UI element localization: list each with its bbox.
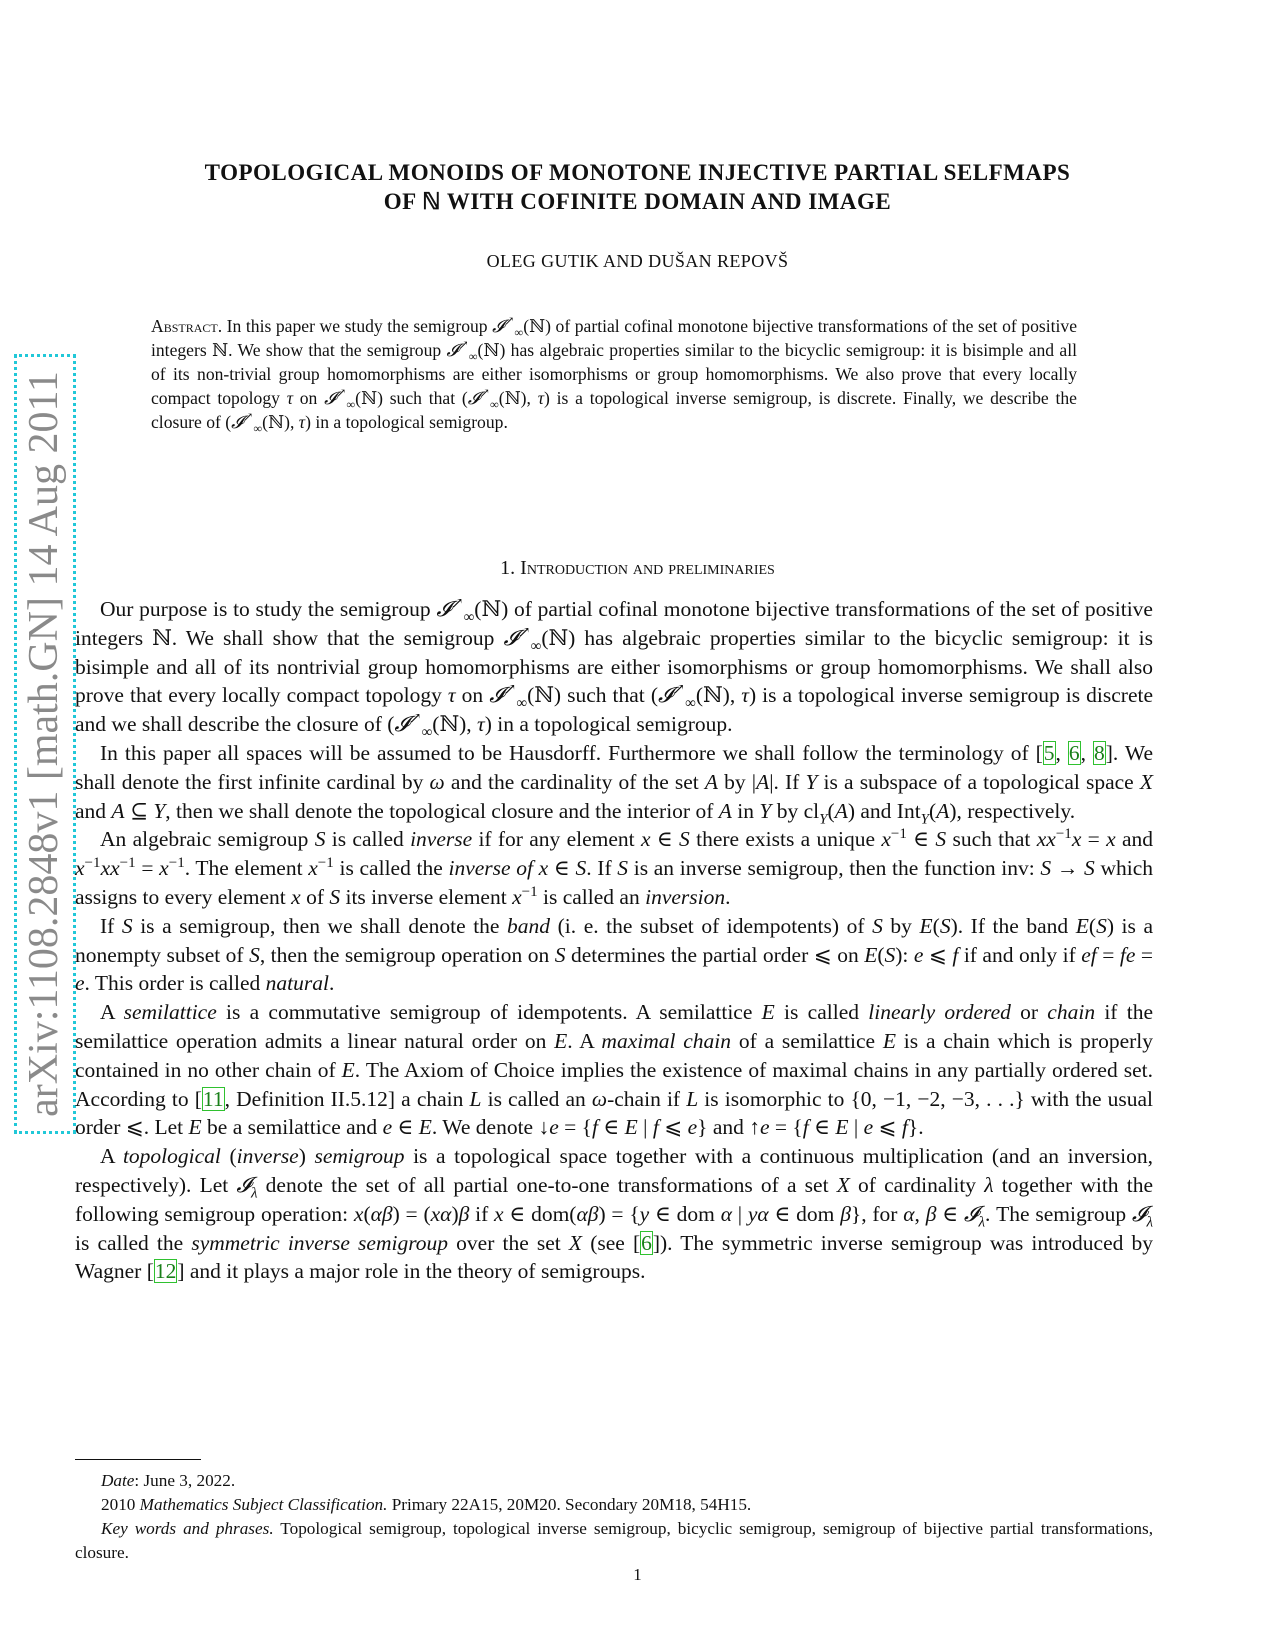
msc-label: Mathematics Subject Classification. (139, 1495, 388, 1514)
footnote-date (75, 1469, 1153, 1493)
paragraph: In this paper all spaces will be assumed to be Hausdorff. Furthermore we shall follow the terminology of [5, 6, 8]. We shall denote the first infinite cardinal by ω and the cardinality of the set A by |A|. If Y is a subspace of a topological space X and A ⊆ Y, then we shall denote the topological closure and the interior of A in Y by $cl_Y(A)$ and Int$_Y$(A), respectively. (75, 740, 1154, 827)
citation-link[interactable]: 8 (1094, 740, 1105, 765)
title-line-1: TOPOLOGICAL MONOIDS OF MONOTONE INJECTIVE PARTIAL SELFMAPS (204, 160, 1071, 185)
title-line-2: OF ℕ WITH COFINITE DOMAIN AND IMAGE (383, 189, 892, 214)
section-title: Introduction and preliminaries (520, 557, 775, 579)
date-value: : June 3, 2022. (134, 1471, 236, 1490)
keywords-value: Topological semigroup, topological inverse semigroup, bicyclic semigroup, semigroup of bijective partial transformations, closure. (75, 1519, 1154, 1562)
citation-link[interactable]: 5 (1043, 740, 1055, 765)
keywords-label: Key words and phrases. (101, 1519, 274, 1538)
section-number: 1. (500, 557, 516, 579)
abstract: Abstract. In this paper we study the semigroup 𝓘↗$_\infty$(ℕ) of partial cofinal monotone bijective transformations of the set of positive integers ℕ. We show that the semigroup 𝓘↗$_\infty$(ℕ) has algebraic properties similar to the bicyclic semigroup: it is bisimple and all of its non-trivial group homomorphisms are either isomorphisms or group homomorphisms. We also prove that every locally compact topology τ on 𝓘↗$_\infty$(ℕ) such that (𝓘↗$_\infty$(ℕ), τ) is a topological inverse semigroup, is discrete. Finally, we describe the closure of (𝓘↗$_\infty$(ℕ), τ) in a topological semigroup. (151, 314, 1078, 436)
section-body (75, 595, 1153, 1286)
citation-link[interactable]: 6 (1068, 740, 1080, 765)
date-label: Date (101, 1471, 135, 1490)
paper-title (80, 158, 1195, 216)
msc-year: 2010 (101, 1495, 136, 1514)
section-heading (0, 557, 1275, 580)
paragraph: A topological (inverse) semigroup is a topological space together with a continuous multiplication (and an inversion, respectively). Let 𝓘$_\lambda$ denote the set of all partial one-to-one transformations of a set X of cardinality λ together with the following semigroup operation: x(αβ) = (xα)β if x ∈ dom(αβ) = {y ∈ dom α | yα ∈ dom β}, for α, β ∈ 𝓘$_\lambda$. The semigroup 𝓘$_\lambda$ is called the symmetric inverse semigroup over the set X (see [6]). The symmetric inverse semigroup was introduced by Wagner [12] and it plays a major role in the theory of semigroups. (75, 1144, 1154, 1284)
authors: OLEG GUTIK AND DUŠAN REPOVŠ (486, 251, 789, 271)
footnotes (75, 1469, 1153, 1565)
paragraph: An algebraic semigroup S is called inverse if for any element x ∈ S there exists a unique $x^{-1}$ ∈ S such that $xx^{-1}x = x$ and $x^{-1}xx^{-1} = x^{-1}$. The element $x^{-1}$ is called the inverse of x ∈ S. If S is an inverse semigroup, then the function inv: S → S which assigns to every element x of S its inverse element $x^{-1}$ is called an inversion. (75, 826, 1154, 909)
footnote-msc (75, 1493, 1153, 1517)
paragraph: If S is a semigroup, then we shall denote the band (i. e. the subset of idempotents) of S by E(S). If the band E(S) is a nonempty subset of S, then the semigroup operation on S determines the partial order ⩽ on E(S): e ⩽ f if and only if ef = fe = e. This order is called natural. (75, 913, 1153, 996)
citation-link[interactable]: 6 (641, 1230, 652, 1255)
citation-detail: Definition II.5.12 (236, 1086, 388, 1111)
msc-value: Primary 22A15, 20M20. Secondary 20M18, 54H15. (387, 1495, 752, 1514)
arxiv-stamp[interactable]: arXiv:1108.2848v1 [math.GN] 14 Aug 2011 (21, 371, 67, 1117)
paragraph: Our purpose is to study the semigroup 𝓘↗$_\infty$(ℕ) of partial cofinal monotone bijective transformations of the set of positive integers ℕ. We shall show that the semigroup 𝓘↗$_\infty$(ℕ) has algebraic properties similar to the bicyclic semigroup: it is bisimple and all of its nontrivial group homomorphisms are either isomorphisms or group homomorphisms. We shall also prove that every locally compact topology τ on 𝓘↗$_\infty$(ℕ) such that (𝓘↗$_\infty$(ℕ), τ) is a topological inverse semigroup is discrete and we shall describe the closure of (𝓘↗$_\infty$(ℕ), τ) in a topological semigroup. (75, 595, 1154, 741)
citation-link[interactable]: 12 (154, 1259, 177, 1284)
footnote-rule (75, 1459, 201, 1460)
paragraph: A semilattice is a commutative semigroup of idempotents. A semilattice E is called linearly ordered or chain if the semilattice operation admits a linear natural order on E. A maximal chain of a semilattice E is a chain which is properly contained in no other chain of E. The Axiom of Choice implies the existence of maximal chains in any partially ordered set. According to [11, Definition II.5.12] a chain L is called an ω-chain if L is isomorphic to {0, −1, −2, −3, . . .} with the usual order ⩽. Let E be a semilattice and e ∈ E. We denote ↓e = {f ∈ E | f ⩽ e} and ↑e = {f ∈ E | e ⩽ f}. (75, 1000, 1154, 1140)
abstract-label: Abstract. (151, 316, 223, 336)
page-number: 1 (633, 1565, 642, 1584)
citation-link[interactable]: 11 (202, 1086, 224, 1111)
footnote-keywords (75, 1517, 1153, 1565)
